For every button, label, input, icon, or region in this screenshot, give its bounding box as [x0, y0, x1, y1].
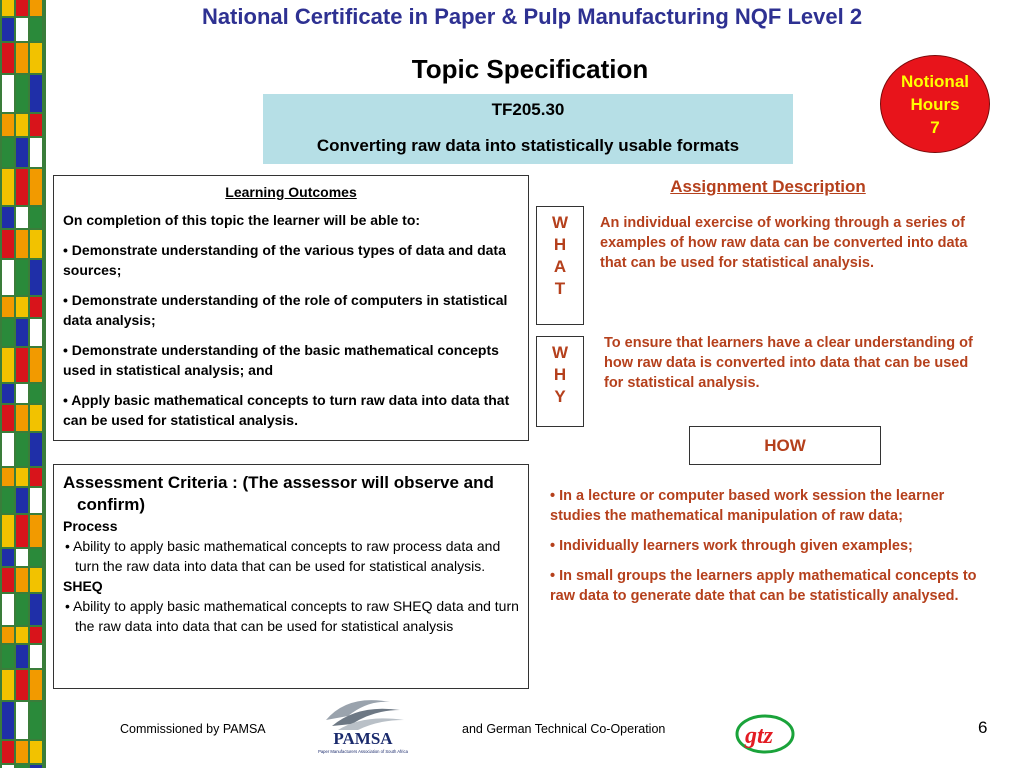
- border-tile: [2, 319, 14, 346]
- border-tile: [30, 384, 42, 403]
- border-tile: [2, 43, 14, 73]
- border-tile: [30, 702, 42, 739]
- border-tile: [16, 207, 28, 228]
- assessment-criteria-box: [53, 464, 529, 689]
- border-tile: [2, 627, 14, 643]
- border-tile: [2, 260, 14, 295]
- border-tile: [30, 515, 42, 547]
- border-tile: [30, 433, 42, 466]
- why-letter: H: [553, 365, 567, 384]
- border-tile: [30, 405, 42, 431]
- border-tile: [2, 138, 14, 167]
- border-tile: [30, 319, 42, 346]
- border-tile: [2, 645, 14, 668]
- svg-text:gtz: gtz: [744, 723, 774, 749]
- topic-box: [263, 94, 793, 164]
- page-number: 6: [978, 718, 988, 737]
- notional-hours-value: 7: [930, 118, 940, 137]
- border-tile: [16, 488, 28, 513]
- border-tile: [2, 670, 14, 700]
- border-tile: [2, 515, 14, 547]
- border-tile: [30, 488, 42, 513]
- border-tile: [2, 488, 14, 513]
- border-tile: [16, 0, 28, 16]
- border-tile: [16, 169, 28, 205]
- border-tile: [30, 114, 42, 136]
- border-tile: [16, 260, 28, 295]
- border-tile: [2, 169, 14, 205]
- border-tile: [30, 627, 42, 643]
- why-letter: Y: [554, 387, 566, 406]
- gtz-logo: [727, 712, 797, 756]
- notional-hours-label-2: Hours: [910, 95, 960, 114]
- border-tile: [16, 670, 28, 700]
- footer-cooperation: and German Technical Co-Operation: [462, 722, 666, 736]
- border-tile: [30, 18, 42, 41]
- border-tile: [2, 297, 14, 317]
- how-label-box: HOW: [689, 426, 881, 465]
- border-tile: [2, 468, 14, 486]
- border-tile: [30, 75, 42, 112]
- notional-hours-badge: [880, 55, 990, 153]
- topic-code: TF205.30: [491, 100, 565, 119]
- border-tile: [16, 515, 28, 547]
- page-title: National Certificate in Paper & Pulp Manufacturing NQF Level 2: [201, 4, 863, 29]
- learning-outcome-item: • Demonstrate understanding of the role of computers in statistical data analysis;: [63, 292, 508, 328]
- border-tile: [16, 43, 28, 73]
- border-tile: [16, 230, 28, 258]
- what-letter: T: [554, 279, 566, 298]
- border-tile: [30, 741, 42, 763]
- why-label-box: [536, 336, 584, 427]
- border-tile: [30, 348, 42, 382]
- process-criterion: • Ability to apply basic mathematical concepts to raw process data and turn the raw data into data that can be used for statistical analysis.: [65, 538, 501, 574]
- border-tile: [16, 297, 28, 317]
- svg-text:Paper Manufacturers Associatio: Paper Manufacturers Association of South Africa: [318, 749, 408, 754]
- border-tile: [30, 297, 42, 317]
- border-tile: [2, 75, 14, 112]
- why-letter: W: [551, 343, 569, 362]
- border-tile: [30, 645, 42, 668]
- border-tile: [16, 405, 28, 431]
- border-tile: [2, 114, 14, 136]
- how-list: [550, 486, 990, 616]
- border-tile: [16, 138, 28, 167]
- border-tile: [2, 741, 14, 763]
- border-tile: [30, 549, 42, 566]
- how-item: • In a lecture or computer based work session the learner studies the mathematical manipulation of raw data;: [550, 488, 945, 524]
- border-tile: [30, 468, 42, 486]
- border-tile: [16, 114, 28, 136]
- border-tile: [16, 319, 28, 346]
- what-letter: W: [551, 213, 569, 232]
- border-tile: [2, 348, 14, 382]
- border-tile: [30, 594, 42, 625]
- border-tile: [16, 568, 28, 592]
- border-tile: [2, 207, 14, 228]
- learning-outcomes-box: [53, 175, 529, 441]
- page-subtitle: Topic Specification: [411, 54, 649, 84]
- border-tile: [2, 18, 14, 41]
- learning-outcome-item: • Apply basic mathematical concepts to turn raw data into data that can be used for statistical analysis.: [63, 392, 510, 428]
- border-tile: [30, 169, 42, 205]
- border-tile: [2, 568, 14, 592]
- border-tile: [16, 468, 28, 486]
- border-tile: [2, 0, 14, 16]
- border-tile: [2, 230, 14, 258]
- what-label-box: [536, 206, 584, 325]
- border-tile: [16, 433, 28, 466]
- border-tile: [16, 645, 28, 668]
- what-letter: H: [553, 235, 567, 254]
- border-tile: [2, 405, 14, 431]
- border-tile: [16, 594, 28, 625]
- border-tile: [30, 230, 42, 258]
- assignment-description-heading: Assignment Description: [670, 177, 866, 196]
- border-tile: [16, 384, 28, 403]
- sheq-label: SHEQ: [63, 578, 103, 594]
- border-tile: [16, 627, 28, 643]
- pamsa-logo: [318, 692, 408, 762]
- border-tile: [2, 702, 14, 739]
- learning-outcomes-heading: Learning Outcomes: [225, 184, 357, 200]
- learning-outcome-item: • Demonstrate understanding of the various types of data and data sources;: [63, 242, 506, 278]
- svg-text:PAMSA: PAMSA: [333, 729, 393, 748]
- border-tile: [16, 741, 28, 763]
- border-tile: [2, 549, 14, 566]
- border-tile: [16, 75, 28, 112]
- border-tile: [2, 433, 14, 466]
- why-description: To ensure that learners have a clear understanding of how raw data is converted into data that can be used for statistical analysis.: [604, 335, 973, 391]
- what-letter: A: [553, 257, 567, 276]
- how-item: • Individually learners work through given examples;: [550, 538, 913, 554]
- notional-hours-label-1: Notional: [901, 72, 969, 91]
- topic-name: Converting raw data into statistically usable formats: [316, 136, 740, 155]
- learning-outcomes-intro: On completion of this topic the learner will be able to:: [63, 212, 421, 228]
- border-tile: [30, 138, 42, 167]
- how-item: • In small groups the learners apply mathematical concepts to raw data to generate date that can be statistically analysed.: [550, 568, 977, 604]
- border-tile: [2, 594, 14, 625]
- border-tile: [16, 702, 28, 739]
- process-label: Process: [63, 518, 118, 534]
- border-tile: [2, 384, 14, 403]
- border-tile: [30, 207, 42, 228]
- border-tile: [30, 0, 42, 16]
- what-description: An individual exercise of working through a series of examples of how raw data can be converted into data that can be used for statistical analysis.: [600, 215, 968, 271]
- footer-commissioned: Commissioned by PAMSA: [120, 722, 266, 736]
- border-tile: [16, 18, 28, 41]
- border-tile: [30, 260, 42, 295]
- border-tile: [16, 549, 28, 566]
- border-tile: [16, 348, 28, 382]
- learning-outcome-item: • Demonstrate understanding of the basic mathematical concepts used in statistical analysis; and: [63, 342, 499, 378]
- decorative-border-strip: [0, 0, 46, 768]
- sheq-criterion: • Ability to apply basic mathematical concepts to raw SHEQ data and turn the raw data into data that can be used for statistical analysis: [65, 598, 519, 634]
- border-tile: [30, 670, 42, 700]
- border-tile: [30, 43, 42, 73]
- border-tile: [30, 568, 42, 592]
- assessment-criteria-heading: Assessment Criteria : (The assessor will observe and confirm): [63, 473, 494, 514]
